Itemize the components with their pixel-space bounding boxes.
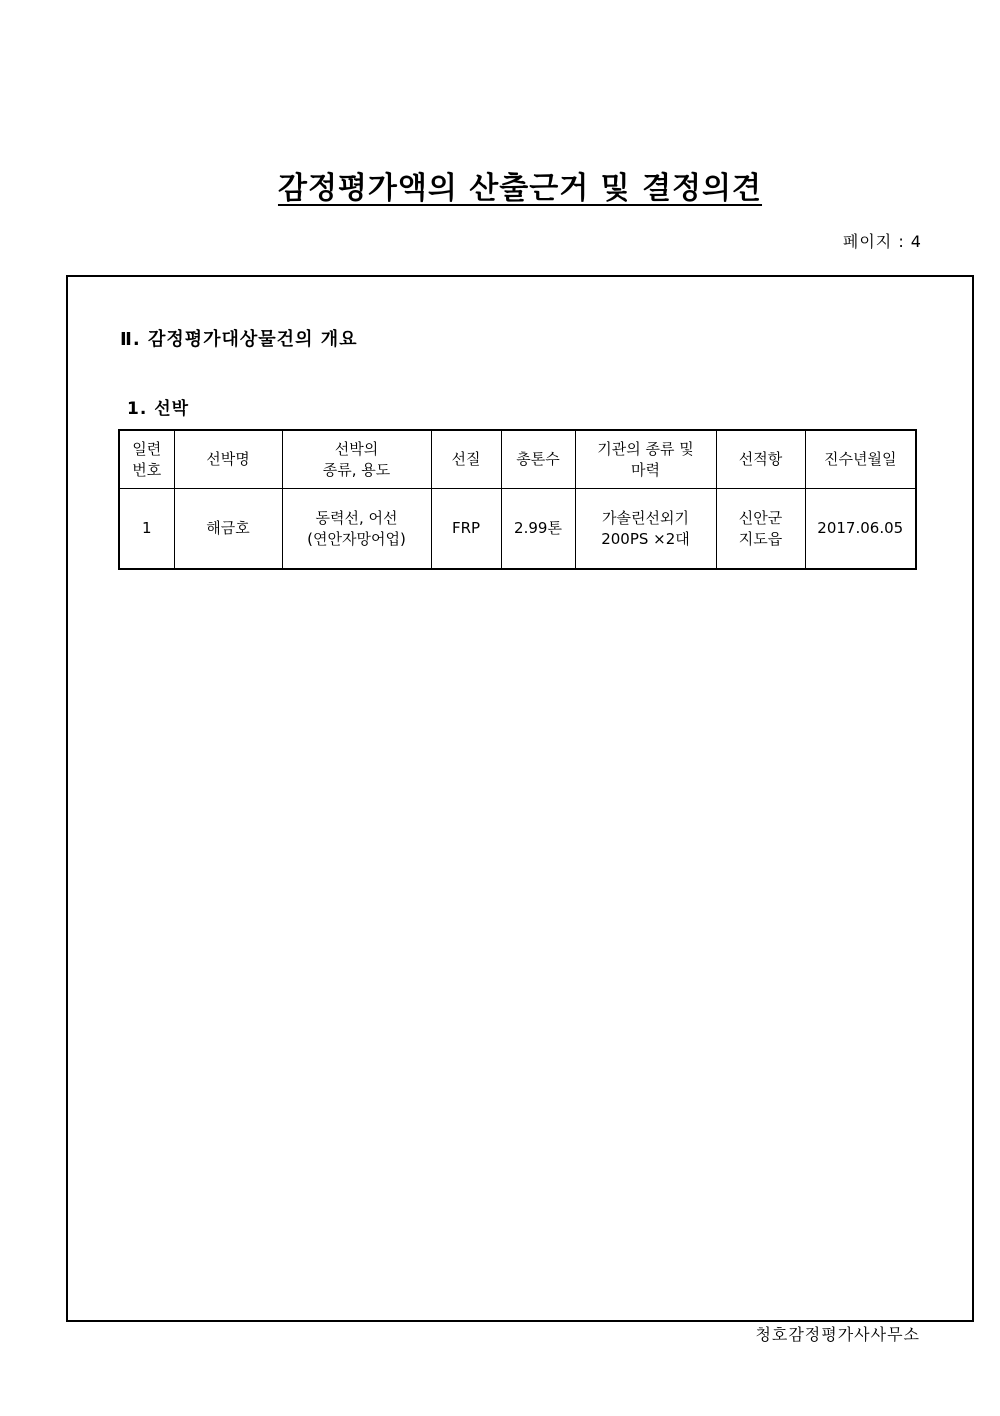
cell-gross-tonnage: 2.99톤 <box>501 489 575 570</box>
document-title-text: 감정평가액의 산출근거 및 결정의견 <box>277 171 763 206</box>
cell-ship-name: 해금호 <box>174 489 282 570</box>
footer-organization: 청호감정평가사사무소 <box>755 1325 920 1344</box>
header-launch-date: 진수년월일 <box>805 430 916 489</box>
page-number: 페이지 : 4 <box>842 232 922 251</box>
table-header-row <box>119 430 916 489</box>
header-home-port: 선적항 <box>716 430 805 489</box>
header-engine: 기관의 종류 및 마력 <box>575 430 716 489</box>
cell-home-port: 신안군 지도읍 <box>716 489 805 570</box>
cell-ship-type: 동력선, 어선 (연안자망어업) <box>282 489 431 570</box>
header-ship-type: 선박의 종류, 용도 <box>282 430 431 489</box>
table-row <box>119 489 916 570</box>
cell-engine: 가솔린선외기 200PS ×2대 <box>575 489 716 570</box>
cell-serial-number: 1 <box>119 489 174 570</box>
subsection-heading: 1. 선박 <box>127 399 190 419</box>
section-heading: Ⅱ. 감정평가대상물건의 개요 <box>120 329 358 350</box>
header-gross-tonnage: 총톤수 <box>501 430 575 489</box>
header-hull-material: 선질 <box>431 430 501 489</box>
header-serial-number: 일련 번호 <box>119 430 174 489</box>
header-ship-name: 선박명 <box>174 430 282 489</box>
cell-hull-material: FRP <box>431 489 501 570</box>
cell-launch-date: 2017.06.05 <box>805 489 916 570</box>
document-title <box>0 163 1000 207</box>
ship-table <box>118 429 917 570</box>
